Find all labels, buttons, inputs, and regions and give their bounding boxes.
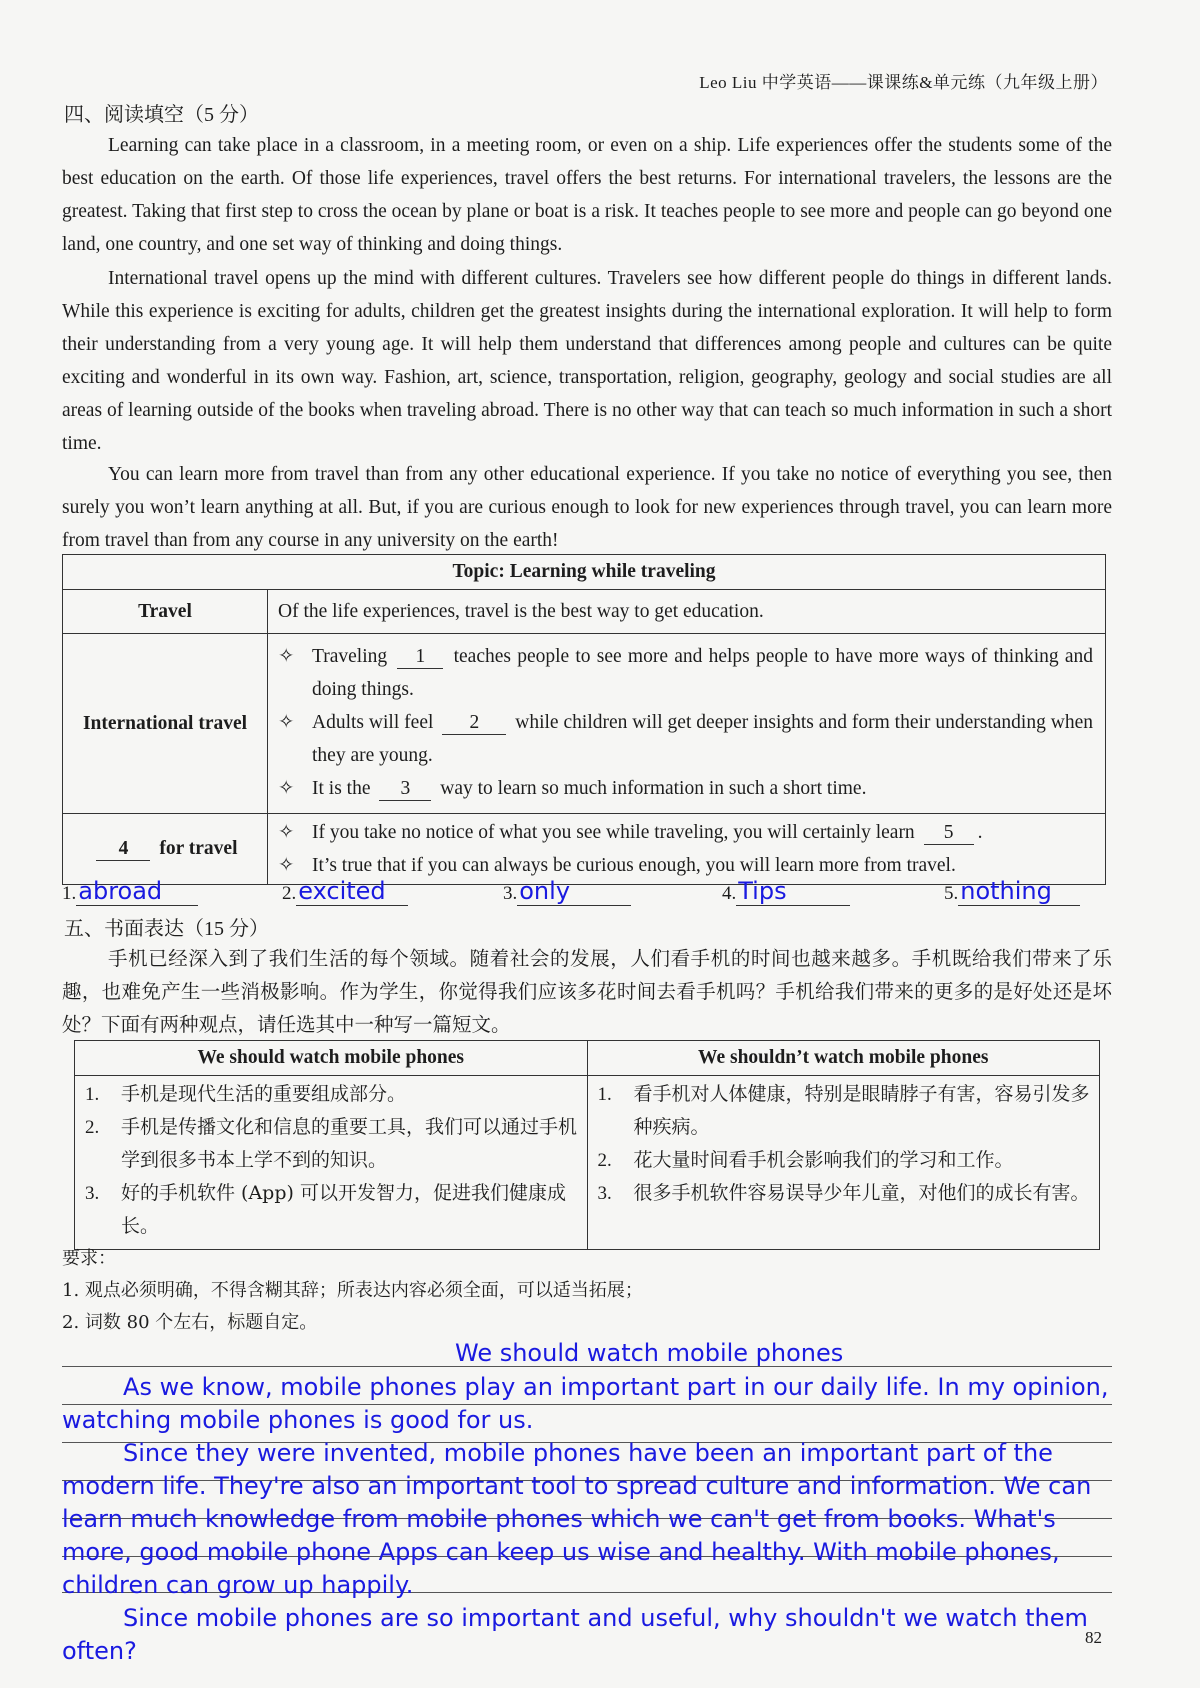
point-number: 3. xyxy=(85,1183,100,1204)
answer-number: 5. xyxy=(944,883,959,904)
point-item xyxy=(598,1144,1092,1177)
diamond-star-icon: ✧ xyxy=(278,712,295,733)
point-item xyxy=(85,1111,579,1177)
bullet-item xyxy=(278,640,1093,706)
answer-3 xyxy=(503,877,631,906)
point-item xyxy=(85,1078,579,1111)
section5-title: 五、书面表达（15 分） xyxy=(64,918,269,940)
row-label-international-travel: International travel xyxy=(63,634,268,814)
requirements-title: 要求： xyxy=(62,1248,116,1269)
answer-number: 3. xyxy=(503,883,518,904)
bullet-text: It is the xyxy=(312,778,371,799)
point-number: 1. xyxy=(85,1084,100,1105)
bullet-text: If you take no notice of what you see while traveling, you will certainly learn xyxy=(312,822,915,843)
answer-text: nothing xyxy=(958,877,1080,906)
point-item xyxy=(598,1078,1092,1144)
essay-line: As we know, mobile phones play an important part in our daily life. In my opinion, xyxy=(62,1373,1109,1401)
reading-summary-table xyxy=(62,554,1106,885)
answer-2 xyxy=(282,877,408,906)
bullet-text: It’s true that if you can always be curious enough, you will learn more from travel. xyxy=(312,855,956,876)
point-text: 很多手机软件容易误导少年儿童，对他们的成长有害。 xyxy=(633,1182,1090,1204)
blank-4: 4 xyxy=(96,838,150,861)
point-item xyxy=(85,1177,579,1243)
answer-4 xyxy=(722,877,850,906)
diamond-star-icon: ✧ xyxy=(278,855,295,876)
row-label-text: for travel xyxy=(159,838,238,859)
col-header-shouldnt: We shouldn’t watch mobile phones xyxy=(587,1041,1100,1076)
blank-3: 3 xyxy=(379,778,431,801)
section4-title: 四、阅读填空（5 分） xyxy=(64,104,259,126)
diamond-star-icon: ✧ xyxy=(278,646,295,667)
row-label-travel: Travel xyxy=(63,590,268,634)
bullet-item xyxy=(278,706,1093,772)
answer-number: 1. xyxy=(62,883,77,904)
page-number: 82 xyxy=(1085,1628,1102,1647)
answer-text: excited xyxy=(296,877,408,906)
point-text: 看手机对人体健康，特别是眼睛脖子有害，容易引发多种疾病。 xyxy=(633,1083,1090,1138)
bullet-text: while children will get deeper insights and form their understanding when they are young. xyxy=(312,712,1093,766)
point-item xyxy=(598,1177,1092,1210)
blank-2: 2 xyxy=(442,712,506,735)
essay-title: We should watch mobile phones xyxy=(455,1339,844,1367)
should-points xyxy=(75,1076,588,1250)
bullet-item xyxy=(278,772,1093,805)
essay-line: often? xyxy=(62,1637,137,1665)
blank-1: 1 xyxy=(397,646,443,669)
bullet-item xyxy=(278,816,1093,849)
bullet-text: Adults will feel xyxy=(312,712,434,733)
answer-text: Tips xyxy=(736,877,850,906)
diamond-star-icon: ✧ xyxy=(278,778,295,799)
row-travel-text: Of the life experiences, travel is the best way to get education. xyxy=(268,590,1106,634)
point-number: 2. xyxy=(85,1117,100,1138)
answer-text: only xyxy=(517,877,631,906)
point-text: 手机是传播文化和信息的重要工具，我们可以通过手机学到很多书本上学不到的知识。 xyxy=(121,1116,578,1171)
point-number: 2. xyxy=(597,1150,612,1171)
col-header-should: We should watch mobile phones xyxy=(75,1041,588,1076)
bullet-text: way to learn so much information in such a short time. xyxy=(440,778,867,799)
essay-line: Since they were invented, mobile phones have been an important part of the xyxy=(62,1439,1053,1467)
answer-number: 4. xyxy=(722,883,737,904)
diamond-star-icon: ✧ xyxy=(278,822,295,843)
answer-1 xyxy=(62,877,198,906)
reading-paragraph-1: Learning can take place in a classroom, in a meeting room, or even on a ship. Life experiences offer the students some of the best education on the earth. Of those life experiences, travel offers the best returns. For international travelers, the lessons are the greatest. Taking that first step to cross the ocean by plane or boat is a risk. It teaches people to see more and people can go beyond one land, one country, and one set way of thinking and doing things. xyxy=(62,135,1112,255)
point-text: 花大量时间看手机会影响我们的学习和工作。 xyxy=(633,1149,1014,1171)
bullet-text: teaches people to see more and helps people to have more ways of thinking and doing things. xyxy=(312,646,1094,700)
point-text: 好的手机软件 (App) 可以开发智力，促进我们健康成长。 xyxy=(121,1182,566,1237)
answer-text: abroad xyxy=(76,877,198,906)
blank-5: 5 xyxy=(924,822,974,845)
requirement-2: 2. 词数 80 个左右，标题自定。 xyxy=(62,1312,318,1333)
essay-line: children can grow up happily. xyxy=(62,1571,414,1599)
table-topic-header: Topic: Learning while traveling xyxy=(63,555,1106,590)
answer-5 xyxy=(944,877,1080,906)
point-number: 3. xyxy=(597,1183,612,1204)
writing-prompt: 手机已经深入到了我们生活的每个领域。随着社会的发展，人们看手机的时间也越来越多。手机既给我们带来了乐趣，也难免产生一些消极影响。作为学生，你觉得我们应该多花时间去看手机吗？手机给我们带来的更多的是好处还是坏处？下面有两种观点，请任选其中一种写一篇短文。 xyxy=(62,947,1112,1036)
page-header: Leo Liu 中学英语——课课练&单元练（九年级上册） xyxy=(699,73,1108,92)
essay-line: modern life. They're also an important tool to spread culture and information. We can xyxy=(62,1472,1092,1500)
essay-line: watching mobile phones is good for us. xyxy=(62,1406,534,1434)
answer-row xyxy=(62,872,1112,906)
essay-line: learn much knowledge from mobile phones which we can't get from books. What's xyxy=(62,1505,1056,1533)
reading-paragraph-3: You can learn more from travel than from any other educational experience. If you take no notice of everything you see, then surely you won’t learn anything at all. But, if you are curious enough to look for new experiences through travel, you can learn more from travel than from any course in any university on the earth! xyxy=(62,464,1112,551)
answer-number: 2. xyxy=(282,883,297,904)
viewpoints-table xyxy=(74,1040,1100,1250)
shouldnt-points xyxy=(587,1076,1100,1250)
point-text: 手机是现代生活的重要组成部分。 xyxy=(121,1083,407,1105)
bullet-text: Traveling xyxy=(312,646,388,667)
essay-line: Since mobile phones are so important and useful, why shouldn't we watch them xyxy=(62,1604,1088,1632)
requirement-1: 1. 观点必须明确，不得含糊其辞；所表达内容必须全面，可以适当拓展； xyxy=(62,1280,643,1301)
reading-paragraph-2: International travel opens up the mind with different cultures. Travelers see how different people do things in different lands. While this experience is exciting for adults, children get the greatest insights during the international exploration. It will help to form their understanding from a very young age. It will help them understand that differences among people and cultures can be quite exciting and wonderful in its own way. Fashion, art, science, transportation, religion, geography, geology and social studies are all areas of learning outside of the books when traveling abroad. There is no other way that can teach so much information in such a short time. xyxy=(62,268,1112,454)
essay-line: more, good mobile phone Apps can keep us wise and healthy. With mobile phones, xyxy=(62,1538,1060,1566)
point-number: 1. xyxy=(597,1084,612,1105)
bullet-text: . xyxy=(977,822,983,843)
row-international-travel-content xyxy=(268,634,1106,814)
